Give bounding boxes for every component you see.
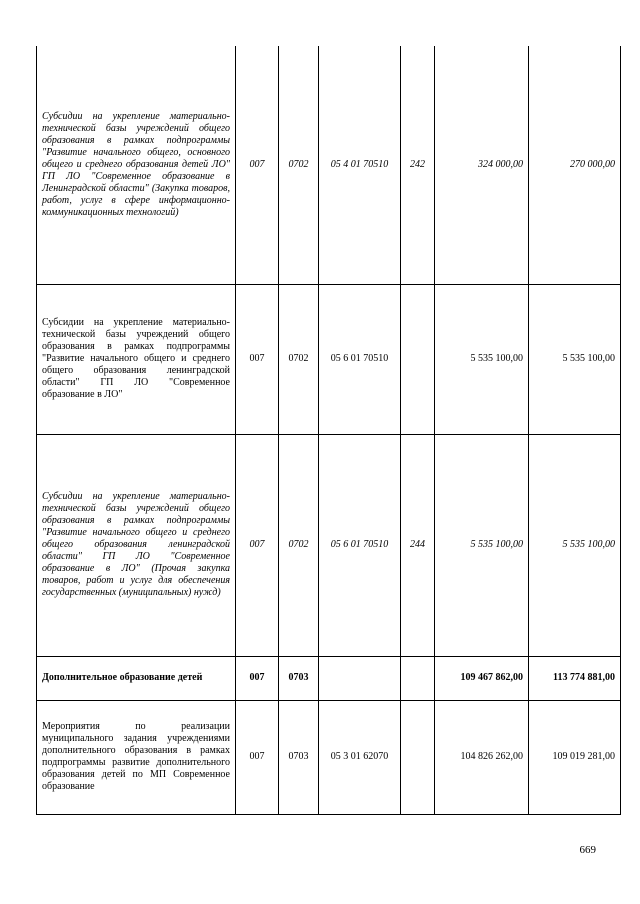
- row-razdel: 0702: [279, 434, 319, 656]
- row-vr: 242: [401, 46, 435, 284]
- row-cs: [319, 656, 401, 700]
- row-razdel: 0702: [279, 46, 319, 284]
- row-sum-1: 5 535 100,00: [435, 284, 529, 434]
- row-vr: [401, 284, 435, 434]
- table-row: [37, 434, 621, 656]
- row-name: Субсидии на укрепление материально-технической базы учреждений общего образования в рамках подпрограммы "Развитие начального общего и среднего общего образования ленинградской области" ГП ЛО "Современное образование в ЛО": [37, 284, 236, 434]
- row-grbs: 007: [236, 434, 279, 656]
- row-name: Мероприятия по реализации муниципального задания учреждениями дополнительного образования в рамках подпрограммы развитие дополнительного образования детей по МП Современное образование: [37, 700, 236, 814]
- row-name: Субсидии на укрепление материально-технической базы учреждений общего образования в рамках подпрограммы "Развитие начального общего, основного общего и среднего образования детей ЛО" ГП ЛО "Современное образование в Ленинградской области" (Закупка товаров, работ, услуг в сфере информационно-коммуникационных технологий): [37, 46, 236, 284]
- row-razdel: 0703: [279, 656, 319, 700]
- row-cs: 05 3 01 62070: [319, 700, 401, 814]
- row-name: Субсидии на укрепление материально-технической базы учреждений общего образования в рамках подпрограммы "Развитие начального общего и среднего общего образования ленинградской области" ГП ЛО "Современное образование в ЛО" (Прочая закупка товаров, работ и услуг для обеспечения государственных (муниципальных) нужд): [37, 434, 236, 656]
- row-vr: [401, 700, 435, 814]
- row-grbs: 007: [236, 656, 279, 700]
- table-row: [37, 46, 621, 284]
- row-sum-2: 270 000,00: [529, 46, 621, 284]
- table-row: [37, 656, 621, 700]
- table-row: [37, 284, 621, 434]
- row-cs: 05 4 01 70510: [319, 46, 401, 284]
- table-row: [37, 700, 621, 814]
- row-sum-2: 5 535 100,00: [529, 284, 621, 434]
- row-sum-1: 5 535 100,00: [435, 434, 529, 656]
- row-sum-2: 113 774 881,00: [529, 656, 621, 700]
- page-number: 669: [579, 844, 596, 856]
- row-sum-1: 324 000,00: [435, 46, 529, 284]
- row-cs: 05 6 01 70510: [319, 434, 401, 656]
- row-grbs: 007: [236, 284, 279, 434]
- row-sum-1: 104 826 262,00: [435, 700, 529, 814]
- row-name: Дополнительное образование детей: [37, 656, 236, 700]
- budget-table: [36, 46, 621, 815]
- row-sum-2: 5 535 100,00: [529, 434, 621, 656]
- row-vr: [401, 656, 435, 700]
- row-razdel: 0702: [279, 284, 319, 434]
- row-cs: 05 6 01 70510: [319, 284, 401, 434]
- row-sum-2: 109 019 281,00: [529, 700, 621, 814]
- row-grbs: 007: [236, 700, 279, 814]
- row-grbs: 007: [236, 46, 279, 284]
- row-vr: 244: [401, 434, 435, 656]
- row-sum-1: 109 467 862,00: [435, 656, 529, 700]
- row-razdel: 0703: [279, 700, 319, 814]
